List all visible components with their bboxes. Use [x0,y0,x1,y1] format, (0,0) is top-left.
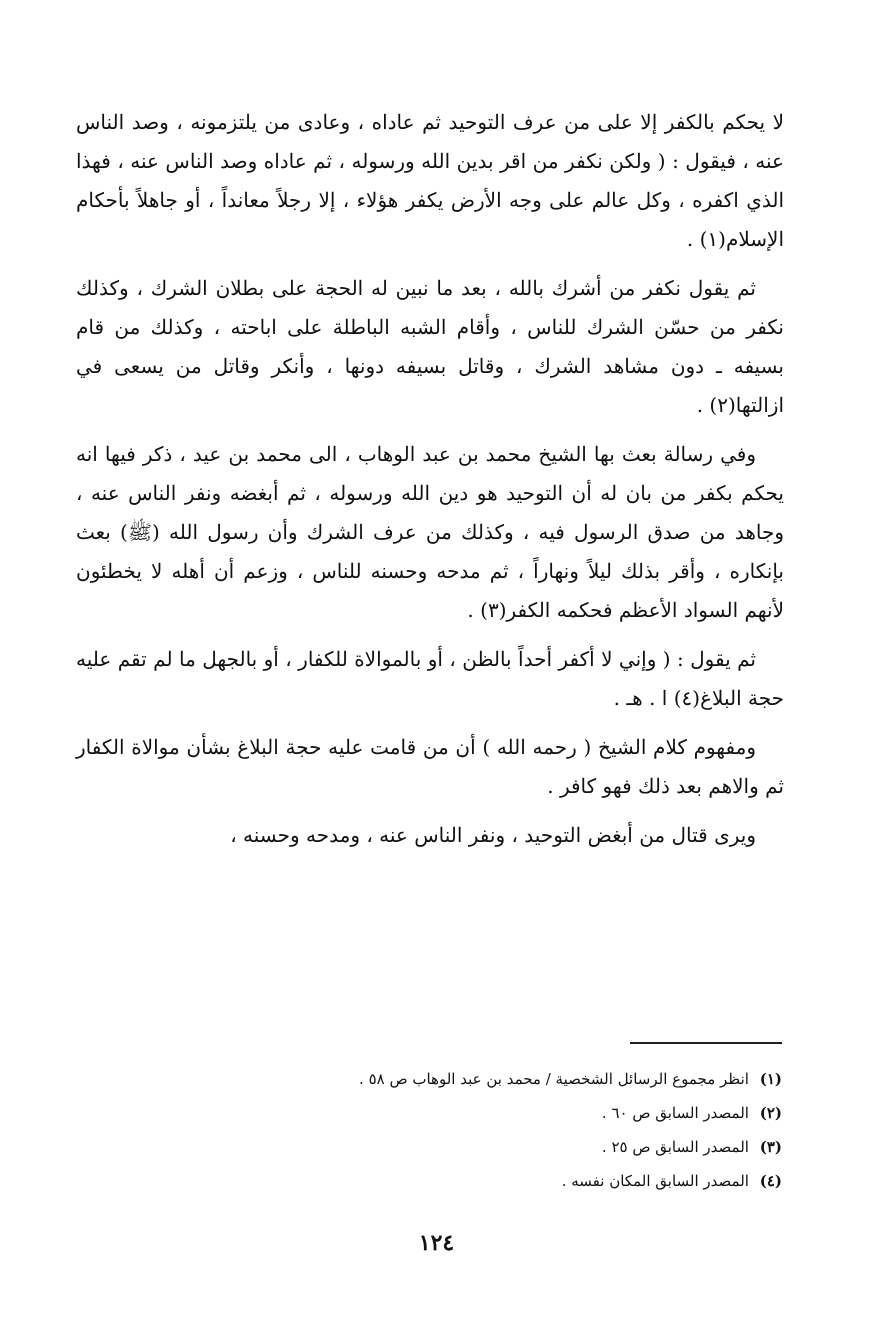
footnote-text: المصدر السابق ص ٢٥ . [601,1138,749,1156]
page-number: ١٢٤ [418,1230,455,1256]
footnote-text: المصدر السابق ص ٦٠ . [601,1104,749,1122]
footnote-1 [200,1062,782,1096]
footnote-3 [200,1130,782,1164]
footnote-number: (٣) [759,1138,782,1156]
footnote-number: (٤) [759,1172,782,1190]
paragraph-2: ثم يقول نكفر من أشرك بالله ، بعد ما نبين له الحجة على بطلان الشرك ، وكذلك نكفر من حسّن الشرك للناس ، وأقام الشبه الباطلة على اباحته ، وكذلك من قام بسيفه ـ دون مشاهد الشرك ، وقاتل بسيفه دونها ، وأنكر وقاتل من يسعى في ازالتها(٢) . [76,276,784,417]
footnote-divider [630,1042,782,1044]
footnote-number: (١) [759,1070,782,1088]
footnotes [200,1062,782,1198]
footnote-text: المصدر السابق المكان نفسه . [561,1172,749,1190]
paragraph-3: وفي رسالة بعث بها الشيخ محمد بن عبد الوهاب ، الى محمد بن عيد ، ذكر فيها انه يحكم بكفر من بان له أن التوحيد هو دين الله ورسوله ، ثم أبغضه ونفر الناس عنه ، وجاهد من صدق الرسول فيه ، وكذلك من عرف الشرك وأن رسول الله (ﷺ) بعث بإنكاره ، وأقر بذلك ليلاً ونهاراً ، ثم مدحه وحسنه للناس ، وزعم أن أهله لا يخطئون لأنهم السواد الأعظم فحكمه الكفر(٣) . [76,442,784,622]
paragraph-1: لا يحكم بالكفر إلا على من عرف التوحيد ثم عاداه ، وعادى من يلتزمونه ، وصد الناس عنه ، فيقول : ( ولكن نكفر من اقر بدين الله ورسوله ، ثم عاداه وصد الناس عنه ، فهذا الذي اكفره ، وكل عالم على وجه الأرض يكفر هؤلاء ، إلا رجلاً معانداً ، أو جاهلاً بأحكام الإسلام(١) . [76,110,784,251]
footnote-2 [200,1096,782,1130]
paragraph-5: ومفهوم كلام الشيخ ( رحمه الله ) أن من قامت عليه حجة البلاغ بشأن موالاة الكفار ثم والاهم بعد ذلك فهو كافر . [76,735,784,798]
footnote-4 [200,1164,782,1198]
footnote-text: انظر مجموع الرسائل الشخصية / محمد بن عبد الوهاب ص ٥٨ . [359,1070,749,1088]
paragraph-6: ويرى قتال من أبغض التوحيد ، ونفر الناس عنه ، ومدحه وحسنه ، [230,823,756,847]
paragraph-4: ثم يقول : ( وإني لا أكفر أحداً بالظن ، أو بالموالاة للكفار ، أو بالجهل ما لم تقم عليه حجة البلاغ(٤) ا . هـ . [76,647,784,710]
footnote-number: (٢) [759,1104,782,1122]
main-text [76,103,784,865]
